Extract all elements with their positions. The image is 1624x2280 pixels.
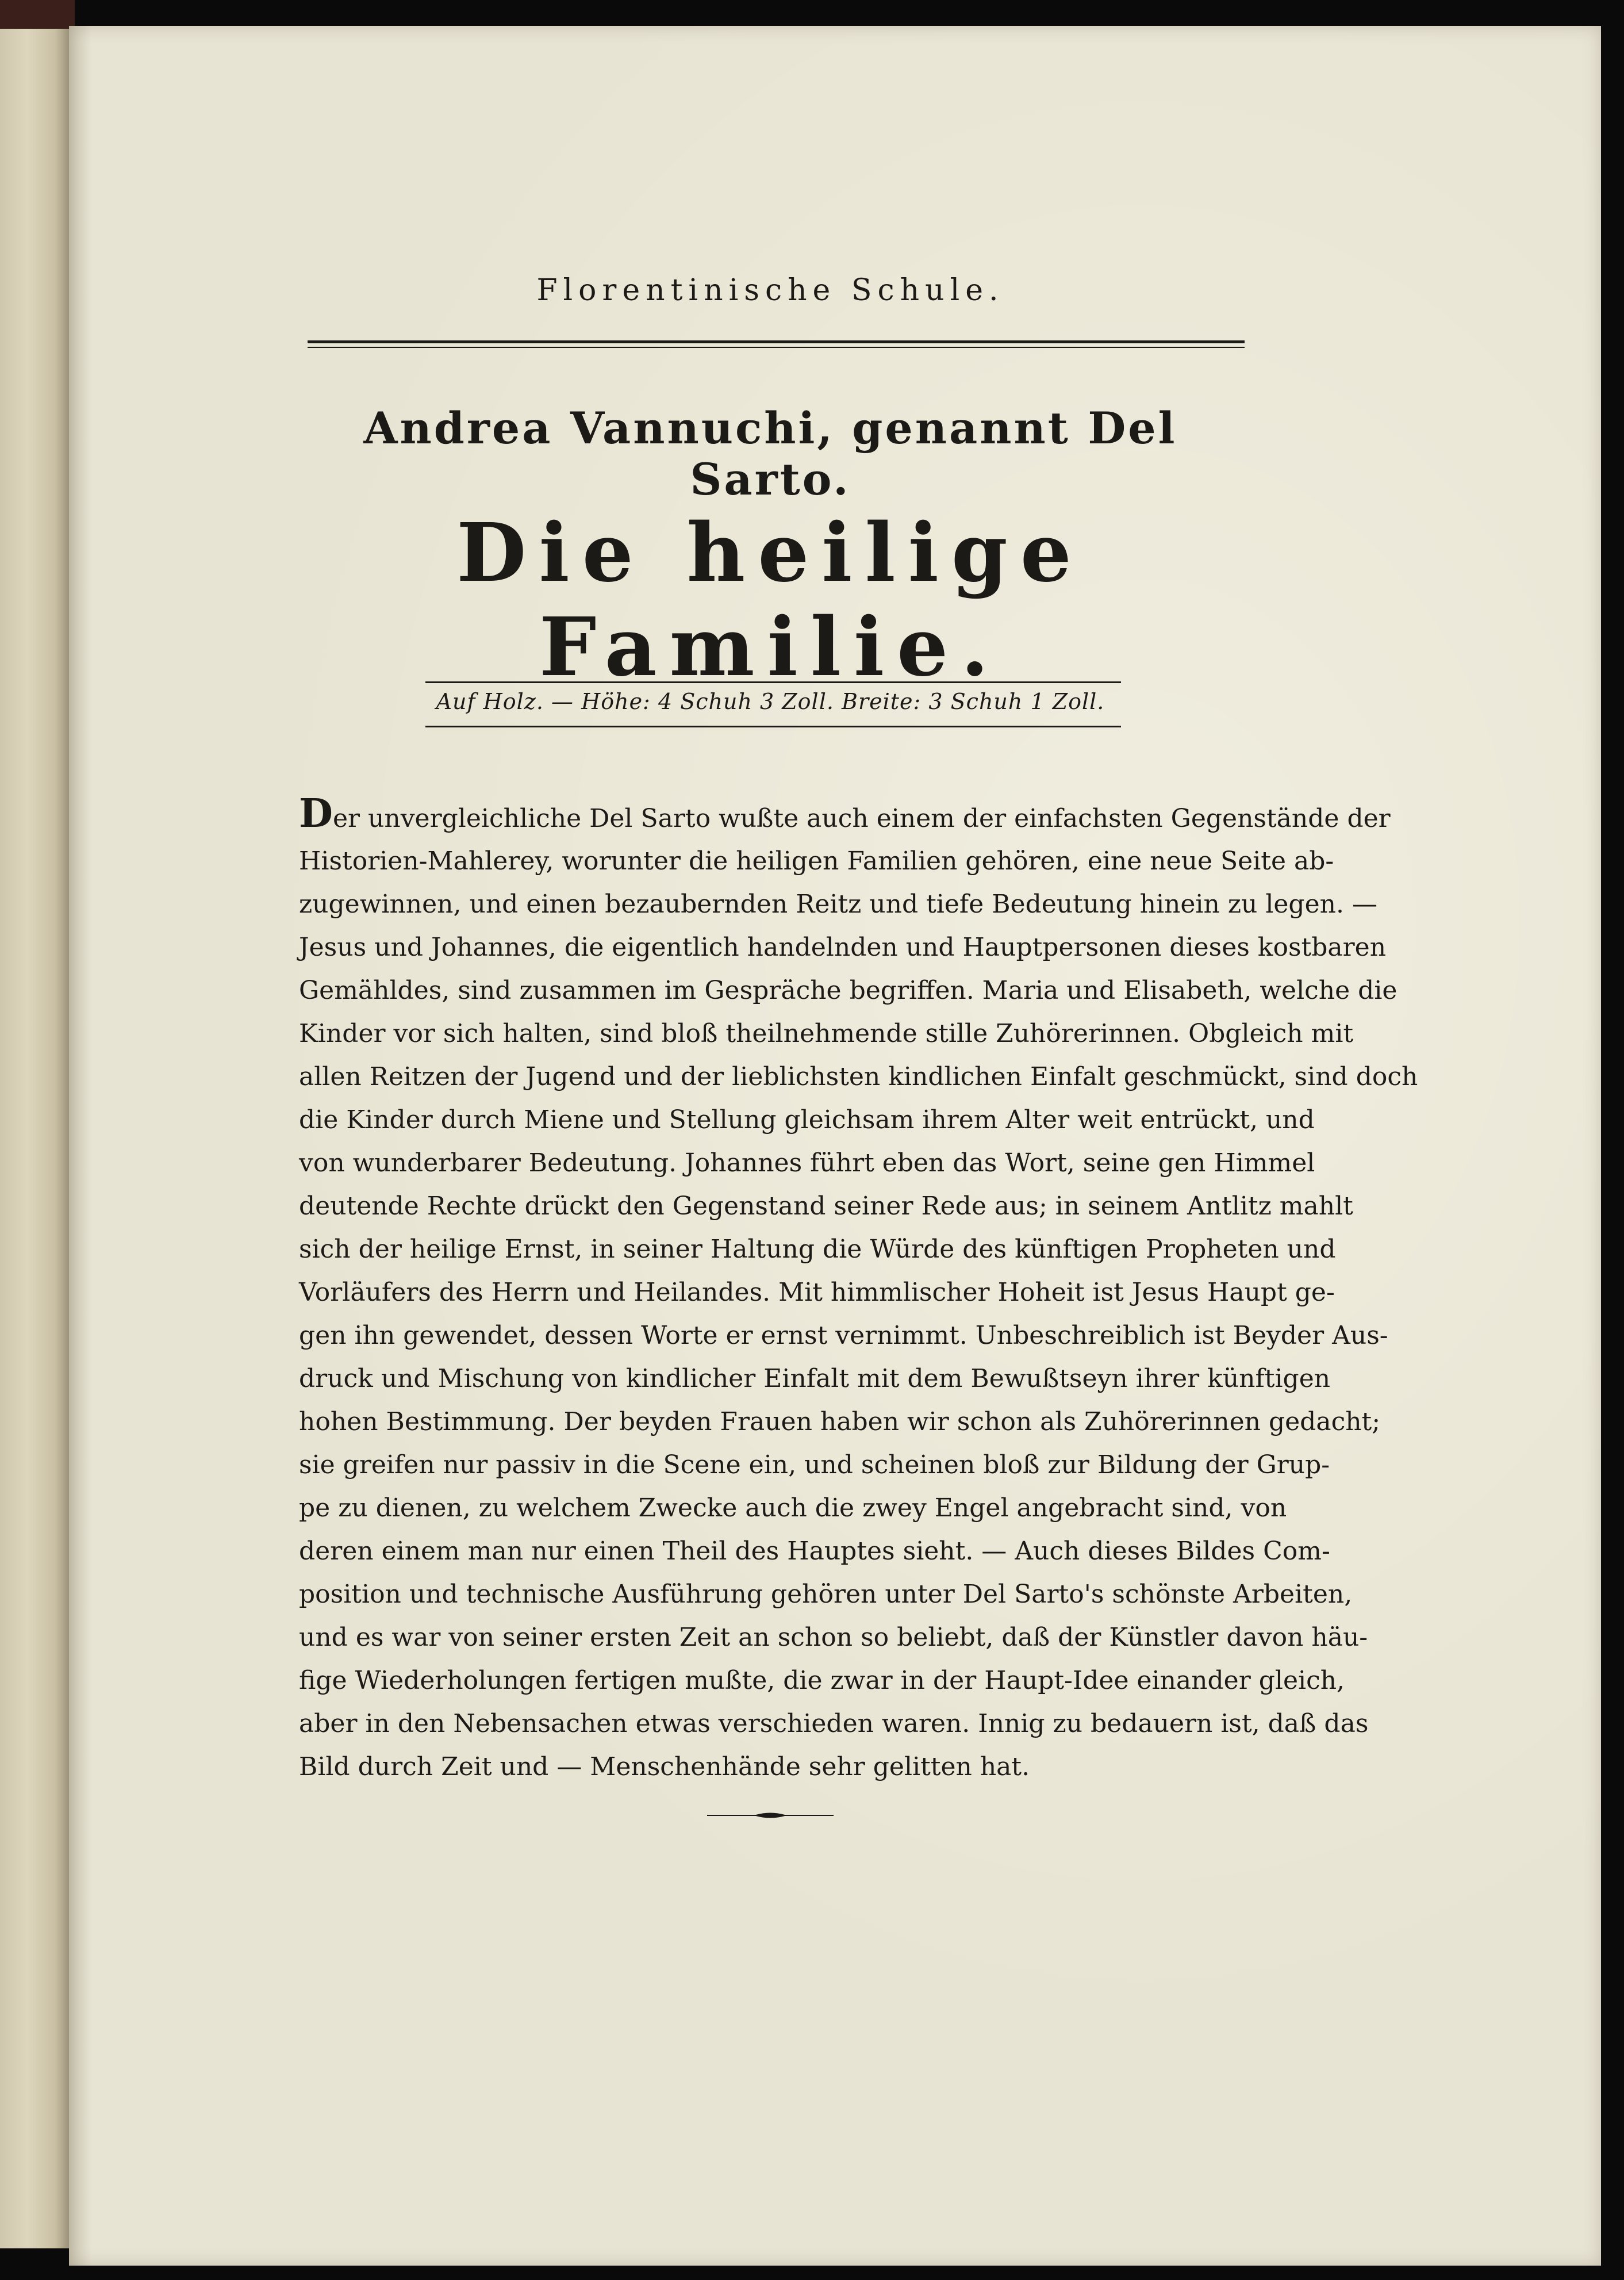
paragraph-line: zugewinnen, und einen bezaubernden Reitz und tiefe Bedeutung hinein zu legen. — xyxy=(299,890,1377,919)
header-double-rule xyxy=(308,340,1245,343)
paragraph-line: Historien-Mahlerey, worunter die heiligen Familien gehören, eine neue Seite ab- xyxy=(299,846,1334,876)
paragraph-line: die Kinder durch Miene und Stellung gleichsam ihrem Alter weit entrückt, und xyxy=(299,1105,1315,1135)
paragraph-line: hohen Bestimmung. Der beyden Frauen haben wir schon als Zuhörerinnen gedacht; xyxy=(299,1407,1381,1436)
painting-title: Die heilige Familie. xyxy=(456,506,1084,695)
paragraph-line: position und technische Ausführung gehören unter Del Sarto's schönste Arbeiten, xyxy=(299,1580,1353,1609)
description-paragraph xyxy=(299,791,1418,1788)
author-heading: Andrea Vannuchi, genannt Del Sarto. xyxy=(363,403,1177,505)
end-ornament-icon xyxy=(707,1811,834,1819)
school-heading: Florentinische Schule. xyxy=(536,273,1004,308)
paragraph-line: gen ihn gewendet, dessen Worte er ernst vernimmt. Unbeschreiblich ist Beyder Aus- xyxy=(299,1321,1388,1350)
paragraph-line: pe zu dienen, zu welchem Zwecke auch die zwey Engel angebracht sind, von xyxy=(299,1493,1287,1523)
paragraph-line: aber in den Nebensachen etwas verschieden waren. Innig zu bedauern ist, daß das xyxy=(299,1709,1369,1738)
first-line-text: er unvergleichliche Del Sarto wußte auch einem der einfachsten Gegenstände der xyxy=(332,804,1391,833)
specs-bottom-rule xyxy=(425,726,1121,727)
paragraph-line: druck und Mischung von kindlicher Einfalt mit dem Bewußtseyn ihrer künftigen xyxy=(299,1364,1331,1393)
drop-cap: D xyxy=(299,791,333,837)
paragraph-line: von wunderbarer Bedeutung. Johannes führt eben das Wort, seine gen Himmel xyxy=(299,1148,1315,1178)
paragraph-line xyxy=(299,791,1391,840)
paragraph-line: Vorläufers des Herrn und Heilandes. Mit himmlischer Hoheit ist Jesus Haupt ge- xyxy=(299,1278,1335,1307)
painting-dimensions: Auf Holz. — Höhe: 4 Schuh 3 Zoll. Breite: 3 Schuh 1 Zoll. xyxy=(436,689,1105,714)
paragraph-line: deutende Rechte drückt den Gegenstand seiner Rede aus; in seinem Antlitz mahlt xyxy=(299,1191,1353,1221)
paragraph-line: und es war von seiner ersten Zeit an schon so beliebt, daß der Künstler davon häu- xyxy=(299,1623,1368,1652)
paragraph-line: Kinder vor sich halten, sind bloß theilnehmende stille Zuhörerinnen. Obgleich mit xyxy=(299,1019,1354,1048)
paragraph-line: Gemähldes, sind zusammen im Gespräche begriffen. Maria und Elisabeth, welche die xyxy=(299,976,1398,1005)
paragraph-line: sie greifen nur passiv in die Scene ein, und scheinen bloß zur Bildung der Grup- xyxy=(299,1450,1330,1480)
paragraph-line: deren einem man nur einen Theil des Hauptes sieht. — Auch dieses Bildes Com- xyxy=(299,1536,1330,1566)
paragraph-line: fige Wiederholungen fertigen mußte, die zwar in der Haupt-Idee einander gleich, xyxy=(299,1666,1345,1695)
paragraph-line: Jesus und Johannes, die eigentlich handelnden und Hauptpersonen dieses kostbaren xyxy=(299,933,1387,962)
paragraph-line: Bild durch Zeit und — Menschenhände sehr gelitten hat. xyxy=(299,1752,1030,1781)
paragraph-line: allen Reitzen der Jugend und der lieblichsten kindlichen Einfalt geschmückt, sind doch xyxy=(299,1062,1418,1091)
paragraph-line: sich der heilige Ernst, in seiner Haltung die Würde des künftigen Propheten und xyxy=(299,1235,1336,1264)
facing-page-edge xyxy=(0,29,69,2248)
specs-top-rule xyxy=(425,681,1121,683)
